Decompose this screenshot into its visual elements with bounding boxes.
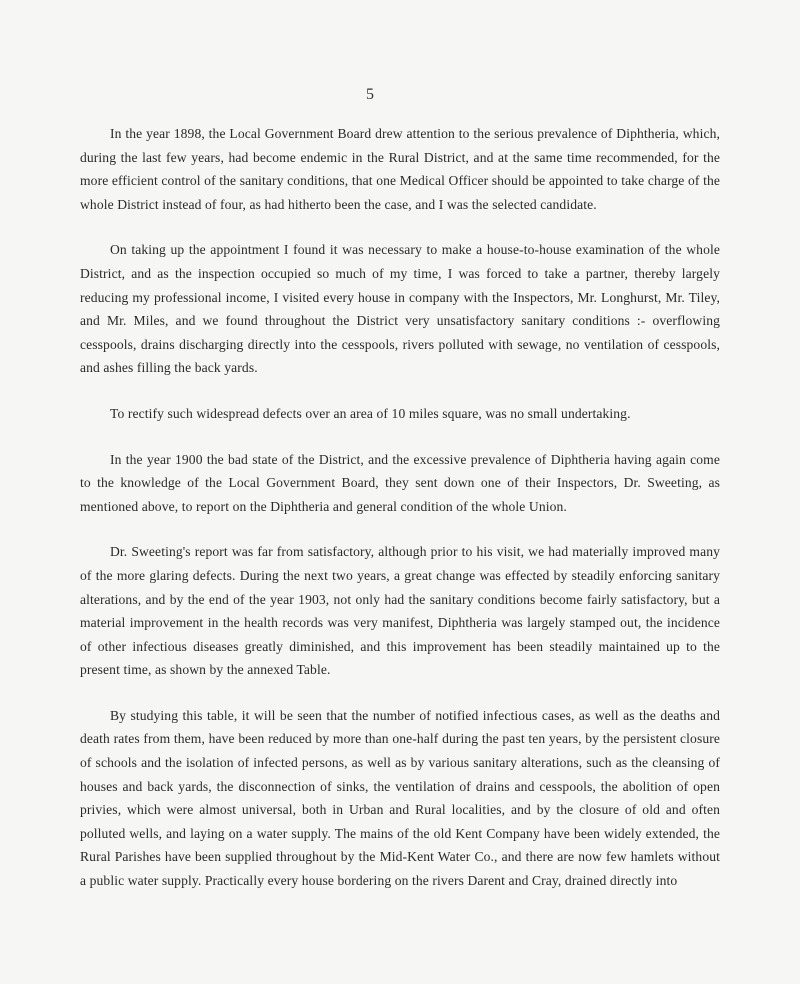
paragraph-4: In the year 1900 the bad state of the District, and the excessive prevalence of Diphtheria having again come to the knowledge of the Local Government Board, they sent down one of their Inspectors, Dr. Sweeting, as mentioned above, to report on the Diphtheria and general condition of the whole Union. bbox=[80, 451, 720, 514]
paragraph-6: By studying this table, it will be seen that the number of notified infectious cases, as well as the deaths and death rates from them, have been reduced by more than one-half during the past ten years, by the persistent closure of schools and the isolation of infected persons, as well as by various sanitary alterations, such as the cleansing of houses and back yards, the disconnection of sinks, the ventilation of drains and cesspools, the abolition of open privies, which were almost universal, both in Urban and Rural localities, and by the closure of old and often polluted wells, and laying on a water supply. The mains of the old Kent Company have been widely extended, the Rural Parishes have been supplied throughout by the Mid-Kent Water Co., and there are now few hamlets without a public water supply. Practically every house bordering on the rivers Darent and Cray, drained directly into bbox=[80, 707, 720, 889]
page-number: 5 bbox=[366, 86, 374, 103]
paragraph-3: To rectify such widespread defects over an area of 10 miles square, was no small undertaking. bbox=[110, 405, 631, 421]
paragraph-1: In the year 1898, the Local Government Board drew attention to the serious prevalence of Diphtheria, which, during the last few years, had become endemic in the Rural District, and at the same time recommended, for the more efficient control of the sanitary conditions, that one Medical Officer should be appointed to take charge of the whole District instead of four, as had hitherto been the case, and I was the selected candidate. bbox=[80, 126, 720, 212]
body-text bbox=[80, 122, 720, 915]
paragraph-5: Dr. Sweeting's report was far from satisfactory, although prior to his visit, we had materially improved many of the more glaring defects. During the next two years, a great change was effected by steadily enforcing sanitary alterations, and by the end of the year 1903, not only had the sanitary conditions become fairly satisfactory, but a material improvement in the health records was very manifest, Diphtheria was largely stamped out, the incidence of other infectious diseases greatly diminished, and this improvement has been steadily maintained up to the present time, as shown by the annexed Table. bbox=[80, 544, 720, 678]
paragraph-2: On taking up the appointment I found it was necessary to make a house-to-house examination of the whole District, and as the inspection occupied so much of my time, I was forced to take a partner, thereby largely reducing my professional income, I visited every house in company with the Inspectors, Mr. Longhurst, Mr. Tiley, and Mr. Miles, and we found throughout the District very unsatisfactory sanitary conditions :- overflowing cesspools, drains discharging directly into the cesspools, rivers polluted with sewage, no ventilation of cesspools, and ashes filling the back yards. bbox=[80, 242, 720, 376]
